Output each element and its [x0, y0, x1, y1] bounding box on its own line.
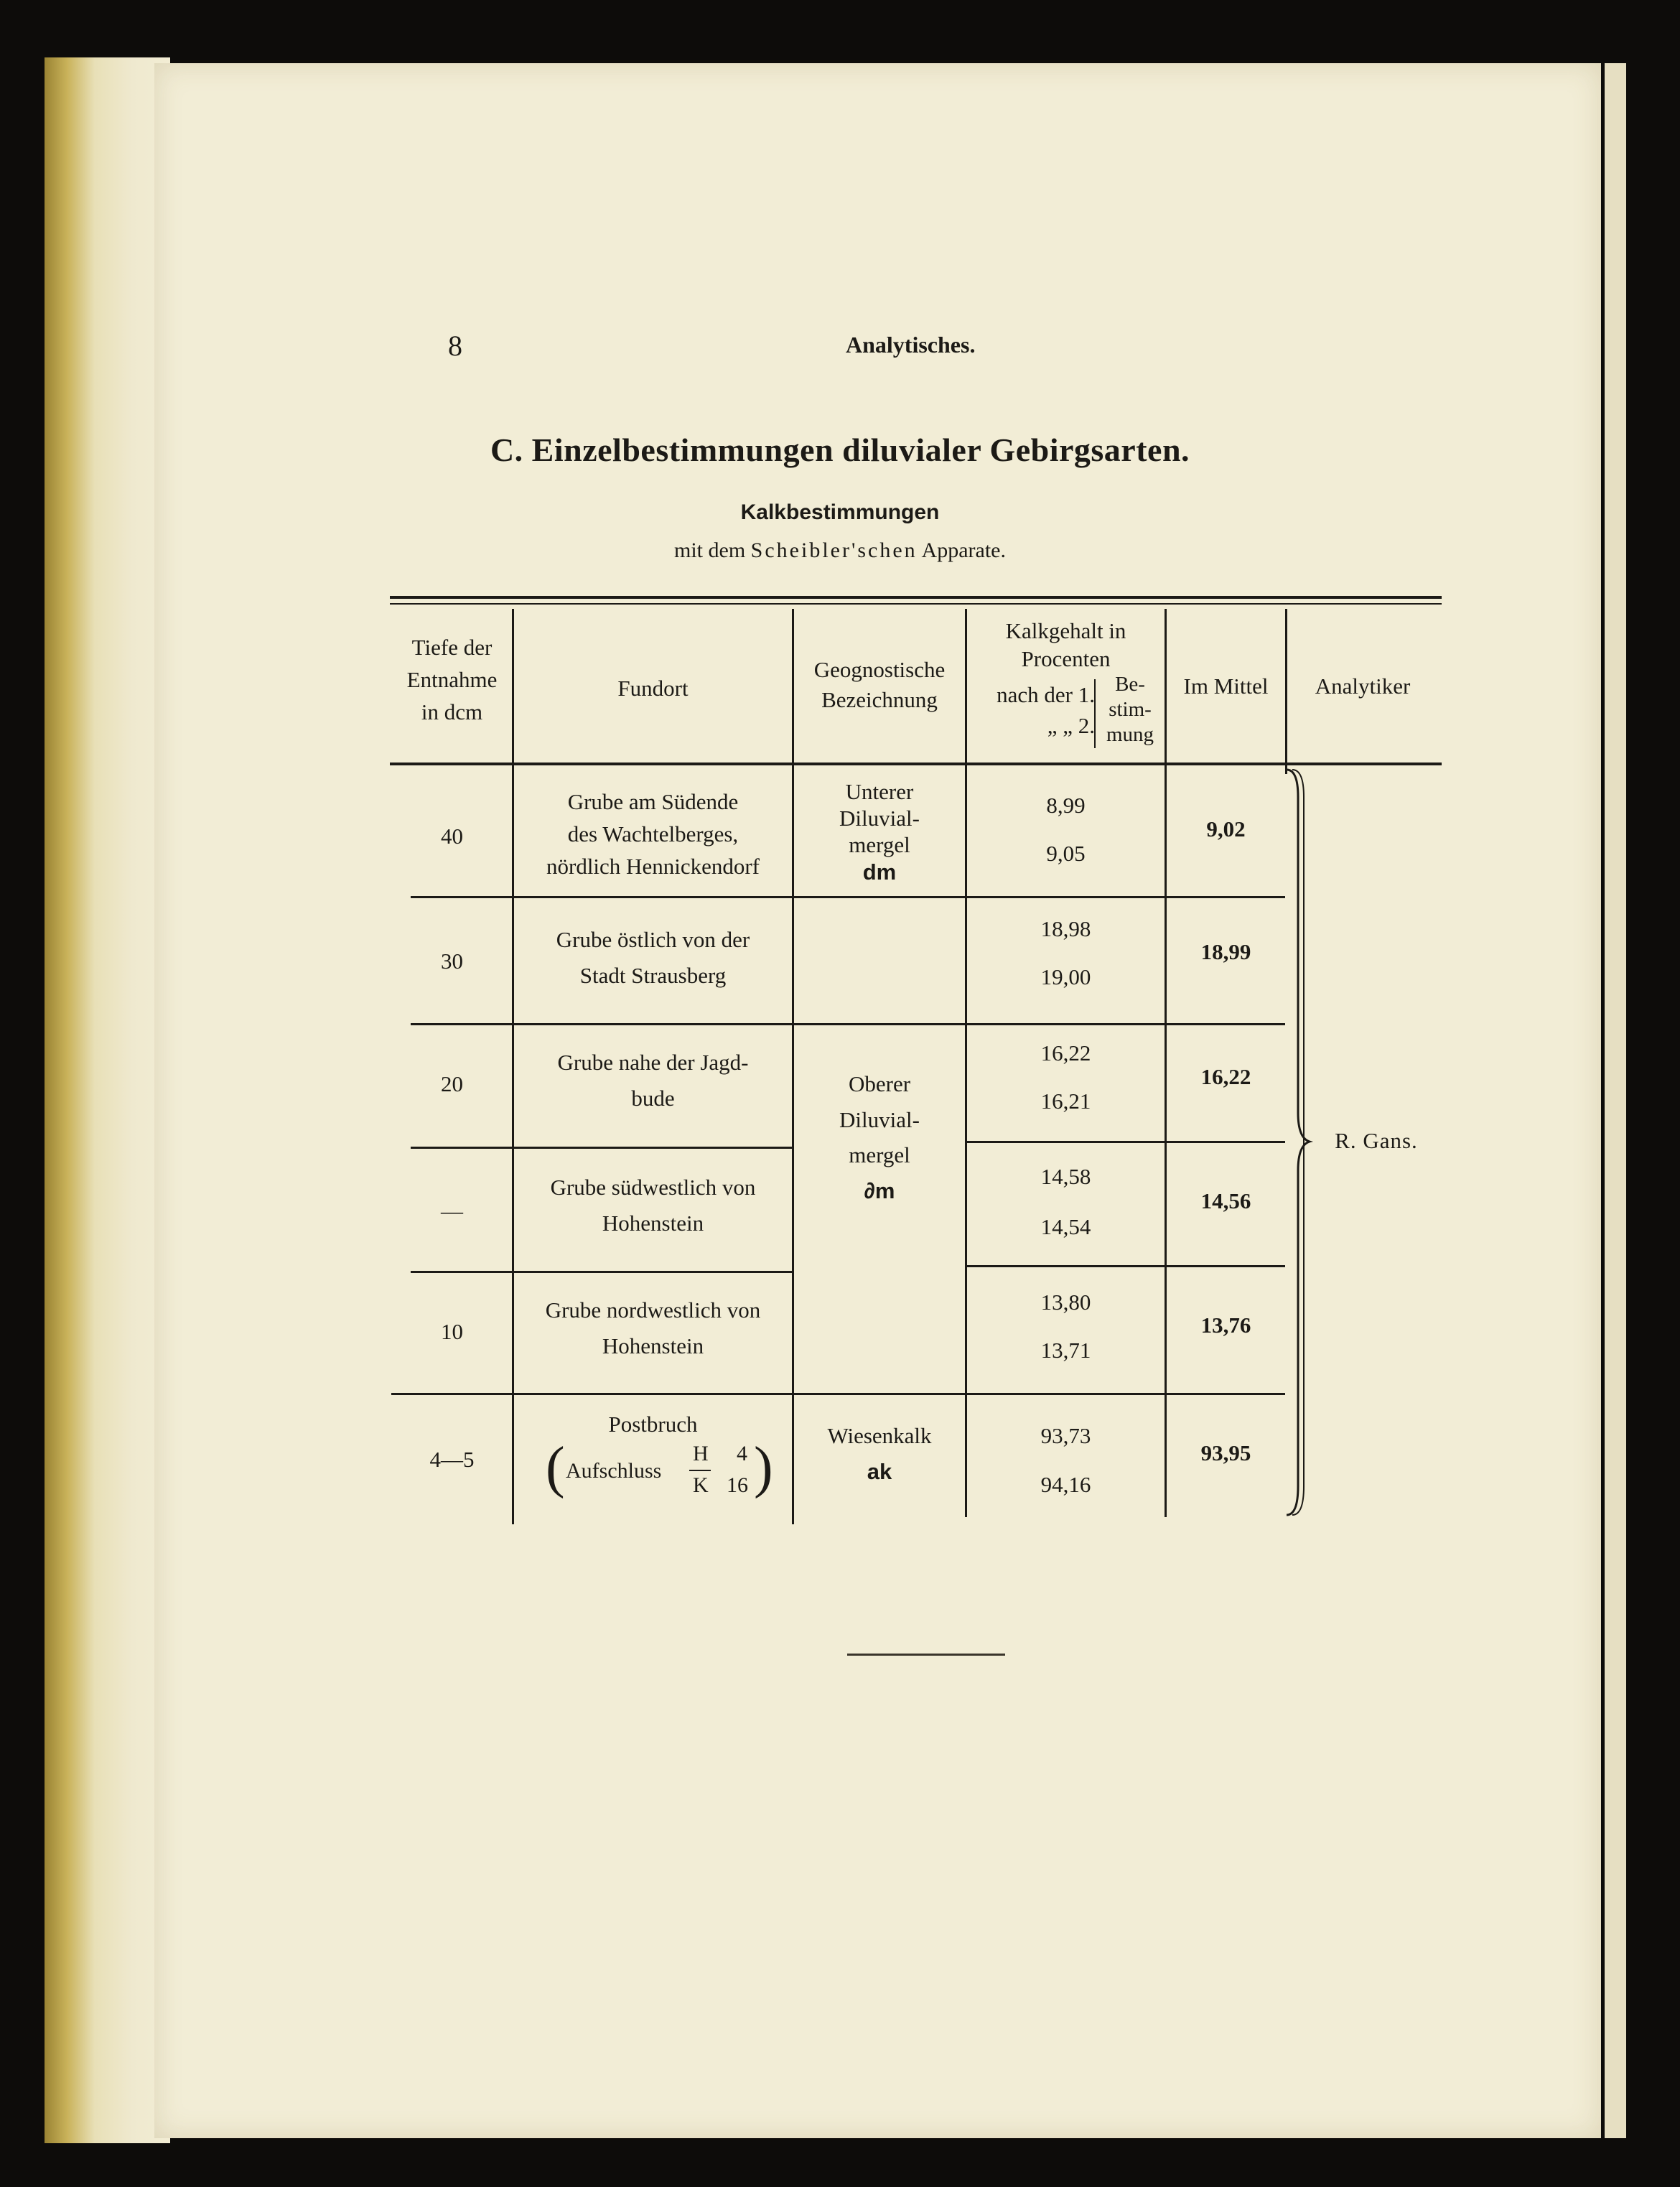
header-tiefe [392, 632, 512, 729]
aufschluss-left-paren: ( [546, 1436, 565, 1499]
row1-fundort-3: nördlich Hennickendorf [546, 853, 760, 879]
row4-v2: 14,54 [1040, 1214, 1091, 1239]
aufschluss-h: H [693, 1442, 709, 1465]
row5-v1: 13,80 [1040, 1290, 1091, 1315]
row1-fundort-2: des Wachtelberges, [567, 821, 739, 847]
running-header [0, 329, 1680, 365]
row3-fundort [514, 1045, 792, 1116]
row3-mittel: 16,22 [1200, 1064, 1251, 1089]
row6-v2: 94,16 [1040, 1472, 1091, 1497]
row6-v1: 93,73 [1040, 1423, 1091, 1448]
row2-tiefe: 30 [441, 948, 463, 974]
aufschluss-label: Aufschluss [566, 1459, 662, 1483]
row4-v1: 14,58 [1040, 1164, 1091, 1189]
top-rule-thin [390, 603, 1442, 605]
aufschluss-n2: 16 [727, 1473, 748, 1497]
geogn-unterer-2: Diluvial- [839, 806, 920, 831]
row4-mittel: 14,56 [1200, 1188, 1251, 1213]
row2-v2: 19,00 [1040, 964, 1091, 989]
table-subtitle-method [0, 538, 1680, 563]
row5-fundort-2: Hohenstein [602, 1333, 704, 1358]
row-rule-2 [411, 1023, 1285, 1025]
header-best-2: stim- [1109, 697, 1152, 721]
geogn-oberer-symbol: ∂m [864, 1178, 895, 1203]
row1-fundort-1: Grube am Südende [567, 789, 739, 814]
header-tiefe-2: Entnahme [406, 666, 498, 692]
page-spine [1605, 63, 1626, 2138]
row2-v1: 18,98 [1040, 916, 1091, 941]
method-post: Apparate. [917, 538, 1006, 562]
header-bestimmung [1096, 672, 1165, 747]
row3-fundort-2: bude [631, 1085, 675, 1111]
section-title: C. Einzelbestimmungen diluvialer Gebirgsarten. [490, 432, 1190, 468]
geogn-wiesenkalk-1: Wiesenkalk [827, 1423, 932, 1448]
header-nach [964, 679, 1095, 742]
geogn-unterer-3: mergel [849, 832, 910, 858]
header-nach-1: nach der 1. [997, 682, 1095, 707]
geogn-oberer [794, 1066, 965, 1208]
header-geogn-2: Bezeichnung [821, 686, 938, 712]
header-geogn-1: Geognostische [813, 657, 946, 682]
end-rule [847, 1654, 1005, 1656]
row1-v1: 8,99 [1046, 793, 1086, 818]
row2-mittel: 18,99 [1200, 939, 1251, 964]
geogn-wiesenkalk-symbol: ak [867, 1458, 892, 1484]
aufschluss-right-paren: ) [754, 1436, 773, 1499]
row5-fundort-1: Grube nordwestlich von [545, 1297, 761, 1323]
aufschluss-k: K [693, 1473, 709, 1497]
header-mittel: Im Mittel [1183, 673, 1269, 699]
header-kalk [967, 617, 1165, 673]
row2-fundort-1: Grube östlich von der [556, 927, 750, 952]
header-kalk-2: Procenten [1021, 645, 1111, 671]
header-bottom-rule [390, 763, 1442, 765]
header-kalk-1: Kalkgehalt in [1005, 618, 1126, 643]
aufschluss-fraction-bar [689, 1470, 711, 1471]
geogn-wiesenkalk [794, 1418, 965, 1489]
analytiker-name: R. Gans. [1335, 1128, 1418, 1153]
row-rule-5 [391, 1393, 1285, 1395]
geogn-oberer-1: Oberer [848, 1071, 911, 1096]
page-number: 8 [448, 330, 462, 362]
row6-fundort: Postbruch [608, 1412, 698, 1437]
row5-v2: 13,71 [1040, 1338, 1091, 1363]
header-tiefe-1: Tiefe der [411, 635, 493, 660]
row1-tiefe: 40 [441, 824, 463, 849]
row4-fundort-1: Grube südwestlich von [550, 1175, 756, 1200]
row1-v2: 9,05 [1046, 841, 1086, 866]
geogn-unterer-symbol: dm [862, 859, 897, 885]
row-rule-3b [966, 1141, 1285, 1143]
table-subtitle: Kalkbestimmungen [740, 500, 940, 524]
row2-fundort [514, 922, 792, 993]
method-name: Scheibler'schen [750, 538, 918, 562]
row-rule-3a [411, 1147, 793, 1149]
top-rule-thick [390, 596, 1442, 599]
row6-mittel: 93,95 [1200, 1440, 1251, 1465]
row3-v1: 16,22 [1040, 1040, 1091, 1065]
method-pre: mit dem [674, 538, 751, 562]
aufschluss-n1: 4 [737, 1442, 747, 1465]
row4-fundort [514, 1170, 792, 1241]
row5-mittel: 13,76 [1200, 1312, 1251, 1338]
row3-v2: 16,21 [1040, 1088, 1091, 1114]
row-rule-4a [411, 1271, 793, 1273]
geogn-unterer-1: Unterer [845, 779, 914, 804]
header-best-1: Be- [1115, 673, 1145, 696]
row6-aufschluss [546, 1436, 775, 1499]
geogn-oberer-2: Diluvial- [839, 1106, 920, 1132]
row5-fundort [514, 1292, 792, 1363]
row1-fundort [514, 786, 792, 883]
header-nach-2: „ „ 2. [1047, 713, 1095, 739]
header-best-3: mung [1106, 722, 1154, 746]
page-edges [45, 57, 170, 2143]
header-fundort: Fundort [617, 676, 689, 701]
row2-fundort-2: Stadt Strausberg [579, 962, 727, 988]
row3-tiefe: 20 [441, 1071, 463, 1096]
geogn-unterer [794, 778, 965, 885]
geogn-oberer-3: mergel [849, 1142, 910, 1168]
analytiker-brace [1285, 768, 1314, 1519]
header-analytiker: Analytiker [1315, 673, 1411, 699]
row5-tiefe: 10 [441, 1319, 463, 1344]
row4-tiefe: — [441, 1198, 463, 1223]
row-rule-4b [966, 1265, 1285, 1267]
row4-fundort-2: Hohenstein [602, 1210, 704, 1236]
row3-fundort-1: Grube nahe der Jagd- [557, 1050, 749, 1075]
row6-tiefe: 4—5 [429, 1447, 475, 1472]
running-title: Analytisches. [846, 332, 976, 358]
row-rule-1 [411, 896, 1285, 898]
header-geogn [794, 655, 965, 715]
row1-mittel: 9,02 [1206, 816, 1246, 841]
header-tiefe-3: in dcm [421, 699, 483, 724]
